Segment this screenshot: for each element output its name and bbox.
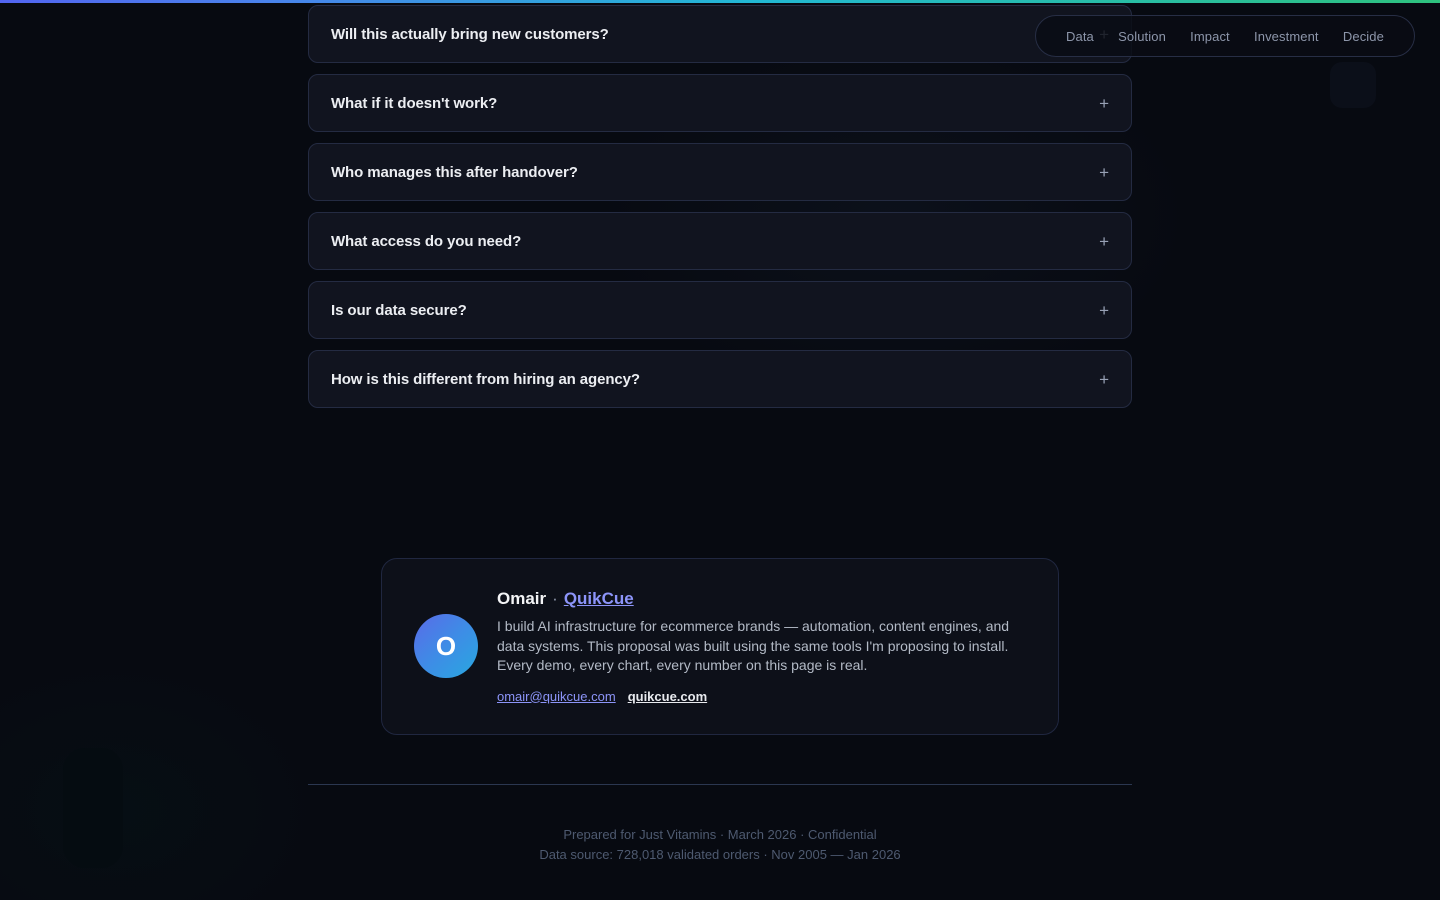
faq-question: Who manages this after handover?: [331, 163, 578, 181]
background-blob: [1330, 62, 1376, 108]
author-bio: I build AI infrastructure for ecommerce brands — automation, content engines, and data systems. This proposal was built using the same tools I'm proposing to install. Every demo, every chart, every number on this page is real.: [497, 618, 1010, 673]
nav-item-solution[interactable]: Solution: [1118, 28, 1166, 44]
scroll-progress-bar: [0, 0, 1440, 3]
author-title: [497, 589, 1019, 609]
avatar: [414, 614, 478, 678]
faq-question: Is our data secure?: [331, 301, 467, 319]
footer-divider: [308, 784, 1132, 785]
brand-link[interactable]: QuikCue: [563, 589, 634, 608]
plus-icon[interactable]: +: [1099, 162, 1109, 182]
author-card: [381, 558, 1059, 735]
faq-list: [308, 5, 1132, 408]
faq-item-doesnt-work[interactable]: [308, 74, 1132, 132]
nav-item-investment[interactable]: Investment: [1254, 28, 1319, 44]
footer-prepared-for: Prepared for Just Vitamins · March 2026 · Confidential: [563, 826, 877, 842]
faq-item-data-secure[interactable]: [308, 281, 1132, 339]
faq-question: What access do you need?: [331, 232, 522, 250]
section-nav: [1035, 15, 1415, 57]
faq-item-handover[interactable]: [308, 143, 1132, 201]
main-content: [308, 0, 1132, 408]
faq-question: What if it doesn't work?: [331, 94, 498, 112]
website-link[interactable]: quikcue.com: [627, 688, 708, 704]
nav-item-data[interactable]: Data: [1066, 28, 1094, 44]
plus-icon[interactable]: +: [1099, 300, 1109, 320]
faq-item-new-customers[interactable]: [308, 5, 1132, 63]
email-link[interactable]: omair@quikcue.com: [497, 688, 616, 704]
author-links: [497, 689, 1019, 704]
author-name: Omair: [497, 589, 547, 608]
author-info: [497, 589, 1019, 704]
nav-item-impact[interactable]: Impact: [1190, 28, 1230, 44]
footer-data-source: Data source: 728,018 validated orders · Nov 2005 — Jan 2026: [539, 846, 901, 862]
plus-icon[interactable]: +: [1099, 231, 1109, 251]
plus-icon[interactable]: +: [1099, 369, 1109, 389]
faq-item-access[interactable]: [308, 212, 1132, 270]
title-separator: ·: [552, 589, 558, 608]
plus-icon[interactable]: +: [1099, 93, 1109, 113]
faq-question: How is this different from hiring an agency?: [331, 370, 640, 388]
page-footer: [0, 825, 1440, 865]
faq-question: Will this actually bring new customers?: [331, 25, 609, 43]
faq-item-vs-agency[interactable]: [308, 350, 1132, 408]
avatar-letter: O: [435, 630, 457, 661]
nav-item-decide[interactable]: Decide: [1342, 28, 1384, 44]
